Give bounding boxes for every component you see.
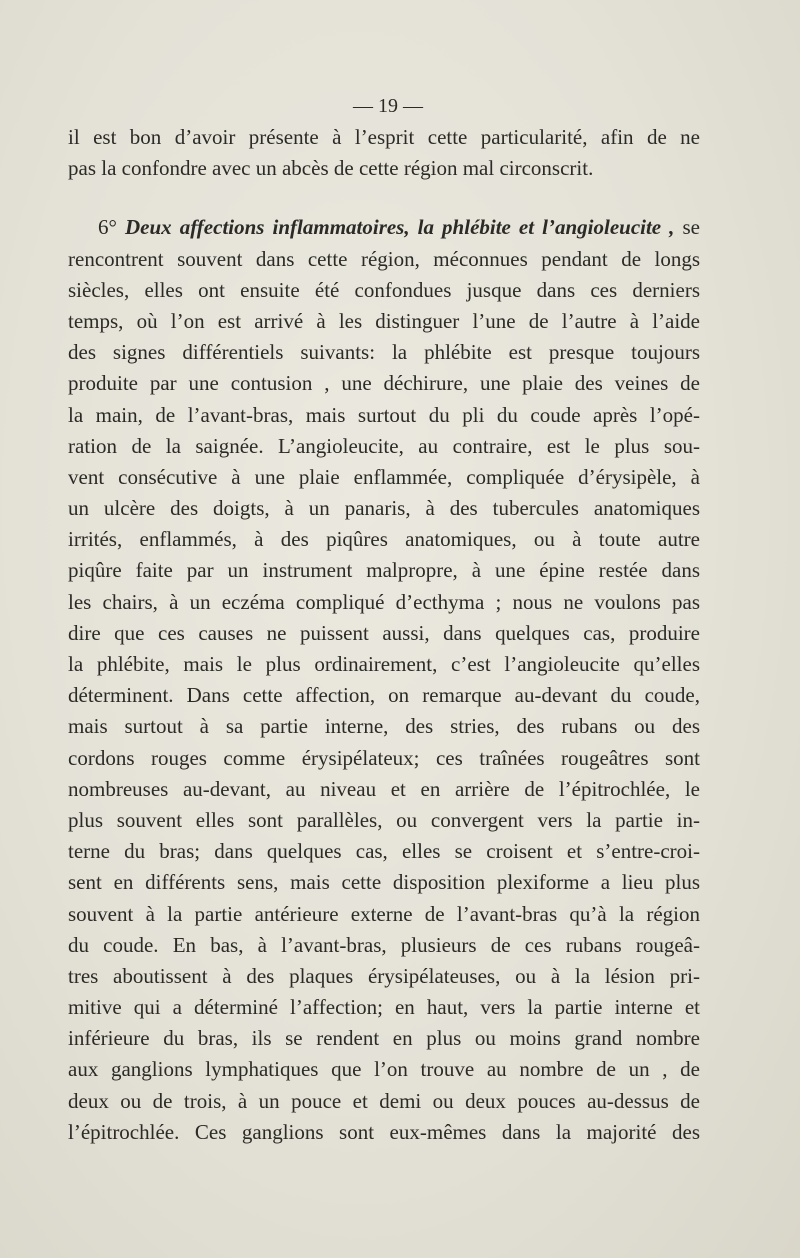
paragraph-1 (68, 122, 700, 184)
page-number: — 19 — (353, 95, 423, 117)
text-line: un ulcère des doigts, à un panaris, à des tubercules anatomiques (68, 496, 700, 521)
text-line: mais surtout à sa partie interne, des stries, des rubans ou des (68, 714, 700, 739)
text-line: produite par une contusion , une déchirure, une plaie des veines de (68, 371, 700, 396)
text-line: aux ganglions lymphatiques que l’on trouve au nombre de un , de (68, 1057, 700, 1082)
text-line: piqûre faite par un instrument malpropre, à une épine restée dans (68, 558, 700, 583)
text-line: sent en différents sens, mais cette disposition plexiforme a lieu plus (68, 870, 700, 895)
text-line: temps, où l’on est arrivé à les distinguer l’une de l’autre à l’aide (68, 308, 700, 333)
text-line: terne du bras; dans quelques cas, elles se croisent et s’entre-croi- (68, 839, 700, 864)
paragraph-first-line (68, 212, 700, 243)
text-line: cordons rouges comme érysipélateux; ces traînées rougeâtres sont (68, 745, 700, 770)
page-text (68, 90, 700, 1148)
section-heading: Deux affections inflammatoires, la phlébite et l’angioleucite , (124, 215, 675, 240)
text-line: siècles, elles ont ensuite été confondues jusque dans ces derniers (68, 277, 700, 302)
paragraph-gap (68, 184, 700, 212)
text-line: déterminent. Dans cette affection, on remarque au-devant du coude, (68, 683, 700, 708)
text-line: nombreuses au-devant, au niveau et en arrière de l’épitrochlée, le (68, 776, 700, 801)
text-line: la phlébite, mais le plus ordinairement, c’est l’angioleucite qu’elles (68, 652, 700, 676)
text-line: des signes différentiels suivants: la phlébite est presque toujours (68, 340, 700, 365)
text-line: la main, de l’avant-bras, mais surtout du pli du coude après l’opé- (68, 402, 700, 427)
text-line: irrités, enflammés, à des piqûres anatomiques, ou à toute autre (68, 527, 700, 552)
text-line: l’épitrochlée. Ces ganglions sont eux-mêmes dans la majorité des (68, 1119, 700, 1144)
text-line: vent consécutive à une plaie enflammée, compliquée d’érysipèle, à (68, 464, 700, 489)
text-line: deux ou de trois, à un pouce et demi ou deux pouces au-dessus de (68, 1088, 700, 1113)
text-line: souvent à la partie antérieure externe de l’avant-bras qu’à la région (68, 901, 700, 926)
text-line: rencontrent souvent dans cette région, méconnues pendant de longs (68, 246, 700, 271)
text-line: il est bon d’avoir présente à l’esprit cette particularité, afin de ne (68, 125, 700, 149)
section-number: 6° (98, 215, 117, 240)
text-line: pas la confondre avec un abcès de cette région mal circonscrit. (68, 156, 594, 181)
paragraph-2 (68, 212, 700, 1148)
text-line: tres aboutissent à des plaques érysipélateuses, ou à la lésion pri- (68, 963, 700, 988)
text-line: dire que ces causes ne puissent aussi, dans quelques cas, produire (68, 620, 700, 645)
text-line: du coude. En bas, à l’avant-bras, plusieurs de ces rubans rougeâ- (68, 932, 700, 957)
text-line: plus souvent elles sont parallèles, ou convergent vers la partie in- (68, 807, 700, 832)
text-line: mitive qui a déterminé l’affection; en haut, vers la partie interne et (68, 995, 700, 1020)
text-line: les chairs, à un eczéma compliqué d’ecthyma ; nous ne voulons pas (68, 589, 700, 614)
text-line: inférieure du bras, ils se rendent en plus ou moins grand nombre (68, 1026, 700, 1051)
first-line-rest: se (682, 215, 700, 240)
text-line: ration de la saignée. L’angioleucite, au contraire, est le plus sou- (68, 433, 700, 458)
